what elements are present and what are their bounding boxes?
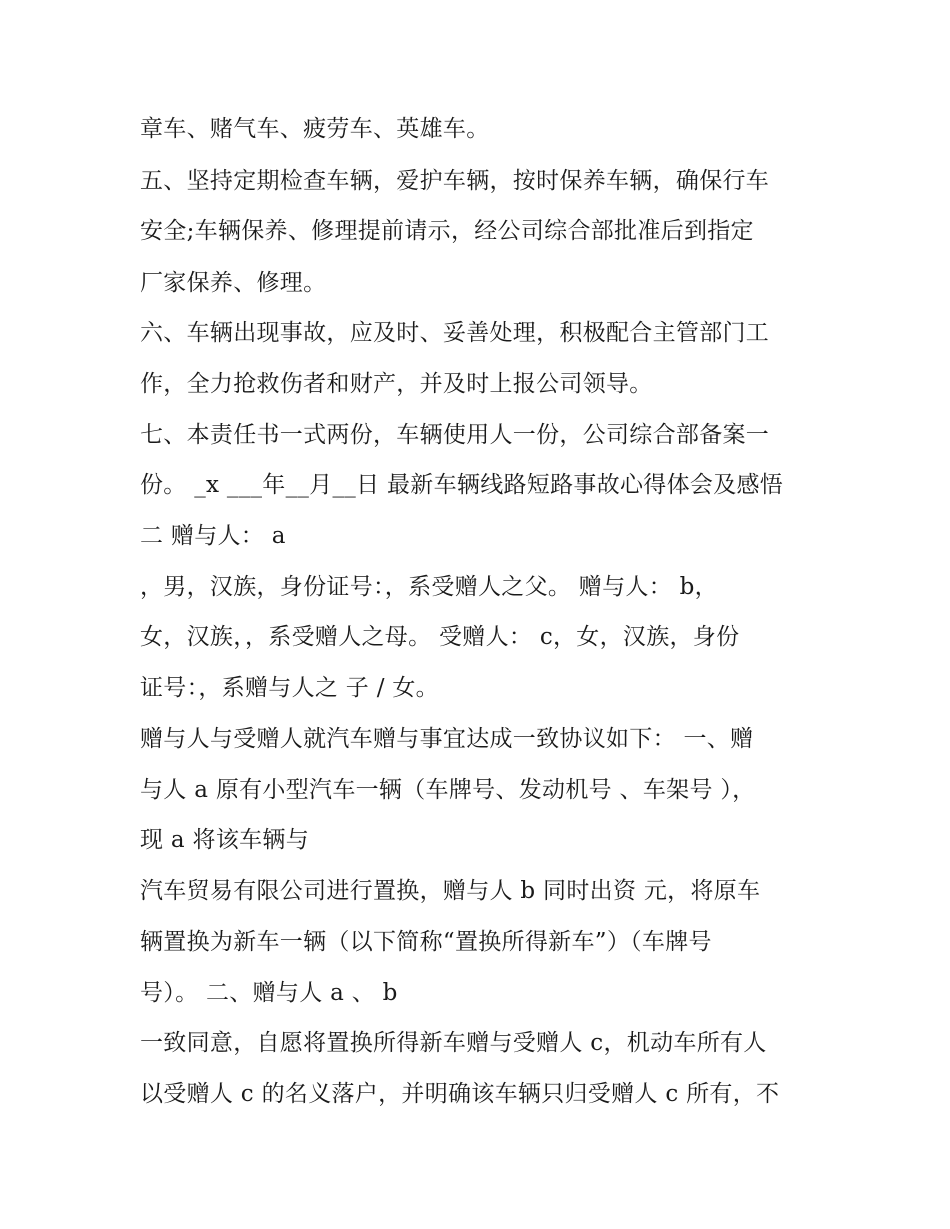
text-line: 以受赠人 c 的名义落户，并明确该车辆只归受赠人 c 所有，不 — [140, 1081, 780, 1107]
text-line: 汽车贸易有限公司进行置换，赠与人 b 同时出资 元，将原车 — [140, 878, 761, 904]
text-line: 二 赠与人： a — [140, 523, 286, 549]
text-line: 七、本责任书一式两份，车辆使用人一份，公司综合部备案一 — [140, 422, 770, 448]
text-line: 号）。 二、赠与人 a 、 b — [140, 980, 398, 1006]
text-line: ，男，汉族，身份证号：，系受赠人之父。 赠与人： b， — [140, 574, 718, 600]
text-line: 赠与人与受赠人就汽车赠与事宜达成一致协议如下： 一、赠 — [140, 726, 754, 752]
text-line: 证号：，系赠与人之 子 / 女。 — [140, 675, 439, 701]
text-line: 厂家保养、修理。 — [140, 270, 327, 296]
text-line: 章车、赌气车、疲劳车、英雄车。 — [140, 116, 490, 142]
text-line: 五、坚持定期检查车辆，爱护车辆，按时保养车辆，确保行车 — [140, 168, 770, 194]
text-line: 六、车辆出现事故，应及时、妥善处理，积极配合主管部门工 — [140, 320, 770, 346]
text-line: 与人 a 原有小型汽车一辆（车牌号、发动机号 、车架号 ）， — [140, 777, 756, 803]
text-line: 作，全力抢救伤者和财产，并及时上报公司领导。 — [140, 371, 653, 397]
text-line: 现 a 将该车辆与 — [140, 827, 310, 853]
text-line: 安全;车辆保养、修理提前请示，经公司综合部批准后到指定 — [140, 218, 754, 244]
text-line: 女，汉族，，系受赠人之母。 受赠人： c，女，汉族，身份 — [140, 624, 740, 650]
text-line: 一致同意，自愿将置换所得新车赠与受赠人 c，机动车所有人 — [140, 1030, 767, 1056]
text-line: 辆置换为新车一辆（以下简称“置换所得新车”）（车牌号 — [140, 929, 712, 955]
text-line: 份。 _x ___年__月__日 最新车辆线路短路事故心得体会及感悟 — [140, 472, 784, 498]
